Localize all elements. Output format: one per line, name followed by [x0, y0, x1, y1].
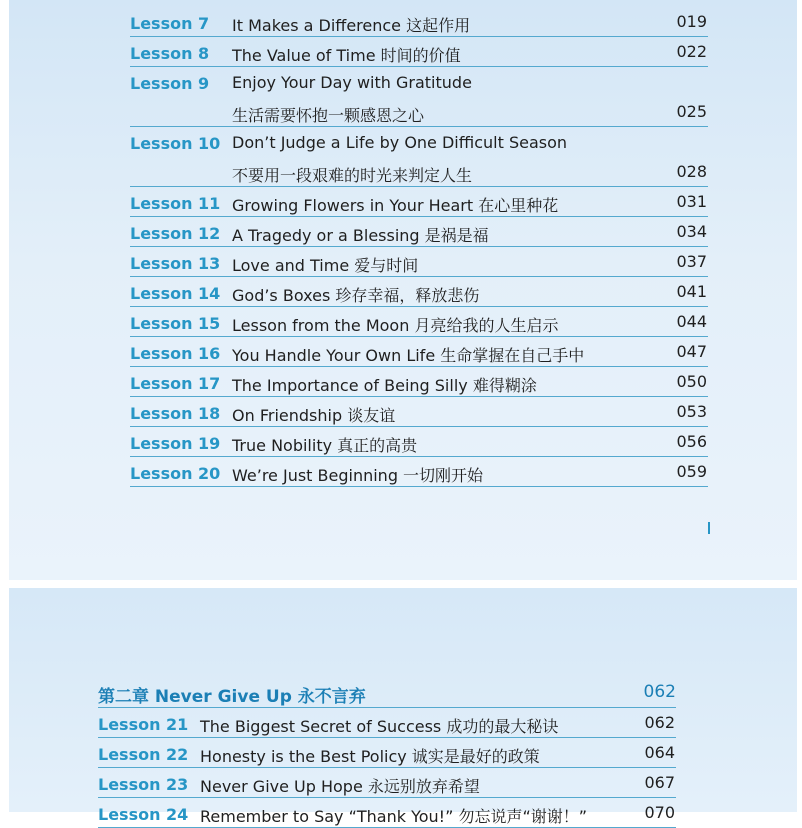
upper-toc-list — [130, 7, 708, 487]
lesson-title: Don’t Judge a Life by One Difficult Season — [232, 133, 568, 152]
lesson-title: The Value of Time 时间的价值 — [232, 46, 461, 65]
page-number: 056 — [676, 432, 707, 451]
lesson-label: Lesson 8 — [130, 44, 210, 63]
page-number: 047 — [676, 342, 707, 361]
page-number: 062 — [644, 713, 675, 732]
lesson-label: Lesson 17 — [130, 374, 221, 393]
toc-entry[interactable] — [98, 738, 676, 768]
page-number: 028 — [676, 162, 707, 181]
toc-entry[interactable] — [130, 277, 708, 307]
page-number: 037 — [676, 252, 707, 271]
chapter-heading[interactable] — [98, 680, 676, 708]
page-number: 044 — [676, 312, 707, 331]
lesson-label: Lesson 16 — [130, 344, 221, 363]
lesson-label: Lesson 21 — [98, 715, 189, 734]
lesson-title: A Tragedy or a Blessing 是祸是福 — [232, 226, 489, 245]
toc-entry[interactable] — [130, 187, 708, 217]
page-number: 031 — [676, 192, 707, 211]
toc-entry[interactable] — [130, 37, 708, 67]
page-number: 019 — [676, 12, 707, 31]
lesson-title: Growing Flowers in Your Heart 在心里种花 — [232, 196, 559, 215]
page-number: 064 — [644, 743, 675, 762]
toc-entry[interactable] — [130, 367, 708, 397]
lesson-title: The Importance of Being Silly 难得糊涂 — [232, 376, 537, 395]
toc-entry[interactable] — [130, 67, 708, 127]
lesson-label: Lesson 12 — [130, 224, 221, 243]
lesson-label: Lesson 20 — [130, 464, 221, 483]
page-number: 070 — [644, 803, 675, 822]
lesson-label: Lesson 13 — [130, 254, 221, 273]
toc-entry[interactable] — [130, 457, 708, 487]
chapter-title: 第二章 Never Give Up 永不言弃 — [98, 687, 366, 707]
lesson-title: You Handle Your Own Life 生命掌握在自己手中 — [232, 346, 585, 365]
toc-entry[interactable] — [130, 217, 708, 247]
toc-entry[interactable] — [130, 7, 708, 37]
chapter-page-number: 062 — [643, 682, 676, 702]
lesson-title: Remember to Say “Thank You!” 勿忘说声“谢谢！” — [200, 807, 588, 826]
page-number: 034 — [676, 222, 707, 241]
lesson-label: Lesson 15 — [130, 314, 221, 333]
toc-entry[interactable] — [98, 798, 676, 828]
lesson-title-continued: 生活需要怀抱一颗感恩之心 — [232, 106, 425, 125]
lesson-title: True Nobility 真正的高贵 — [232, 436, 418, 455]
lesson-title: Enjoy Your Day with Gratitude — [232, 73, 472, 92]
lesson-label: Lesson 11 — [130, 194, 221, 213]
toc-entry[interactable] — [130, 427, 708, 457]
toc-entry[interactable] — [98, 708, 676, 738]
lesson-title: The Biggest Secret of Success 成功的最大秘诀 — [200, 717, 559, 736]
page-number: 022 — [676, 42, 707, 61]
lesson-label: Lesson 19 — [130, 434, 221, 453]
lesson-title: Never Give Up Hope 永远别放弃希望 — [200, 777, 480, 796]
lesson-title: Lesson from the Moon 月亮给我的人生启示 — [232, 316, 559, 335]
toc-entry[interactable] — [130, 127, 708, 187]
lesson-title: We’re Just Beginning 一切刚开始 — [232, 466, 484, 485]
lesson-label: Lesson 24 — [98, 805, 189, 824]
toc-entry[interactable] — [130, 337, 708, 367]
lesson-title: God’s Boxes 珍存幸福，释放悲伤 — [232, 286, 480, 305]
lesson-title-continued: 不要用一段艰难的时光来判定人生 — [232, 166, 473, 185]
lesson-label: Lesson 10 — [130, 134, 221, 153]
lesson-label: Lesson 9 — [130, 74, 210, 93]
lesson-label: Lesson 23 — [98, 775, 189, 794]
toc-entry[interactable] — [130, 307, 708, 337]
lesson-title: It Makes a Difference 这起作用 — [232, 16, 471, 35]
page-number: 053 — [676, 402, 707, 421]
page-edge-mark — [708, 522, 710, 534]
page-number: 067 — [644, 773, 675, 792]
lesson-label: Lesson 22 — [98, 745, 189, 764]
toc-entry[interactable] — [130, 397, 708, 427]
page-number: 059 — [676, 462, 707, 481]
page-number: 050 — [676, 372, 707, 391]
page-number: 025 — [676, 102, 707, 121]
lesson-title: Honesty is the Best Policy 诚实是最好的政策 — [200, 747, 540, 766]
page-number: 041 — [676, 282, 707, 301]
toc-entry[interactable] — [130, 247, 708, 277]
lesson-label: Lesson 18 — [130, 404, 221, 423]
lesson-title: Love and Time 爱与时间 — [232, 256, 419, 275]
lower-toc-list — [98, 708, 676, 828]
toc-entry[interactable] — [98, 768, 676, 798]
lesson-label: Lesson 7 — [130, 14, 210, 33]
lesson-title: On Friendship 谈友谊 — [232, 406, 396, 425]
lesson-label: Lesson 14 — [130, 284, 221, 303]
